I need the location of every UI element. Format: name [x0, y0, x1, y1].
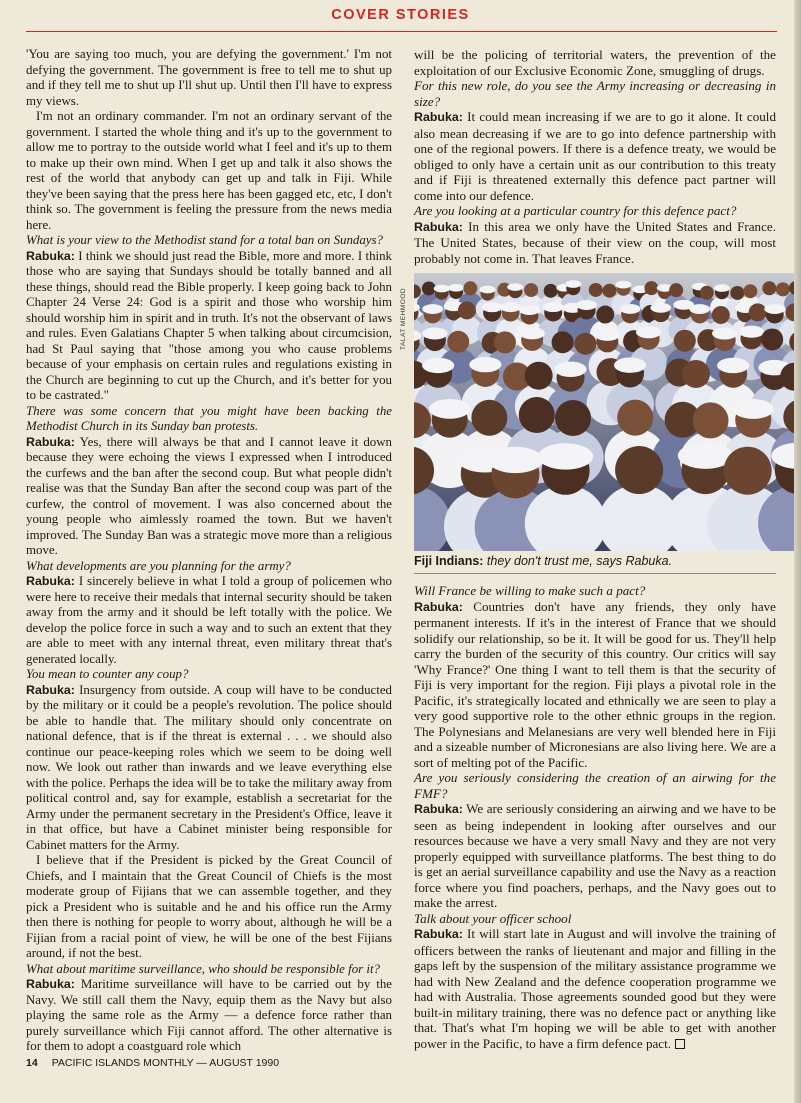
crowd-person-cap — [739, 326, 764, 338]
crowd-person-cap — [422, 358, 454, 373]
crowd-person-cap — [434, 285, 450, 293]
right-column-bottom — [414, 583, 776, 1051]
interview-answer — [414, 109, 776, 203]
answer-text: In this area we only have the United States and France. The United States, because of their view on the coup, will most probably not come in. That leaves France. — [414, 218, 776, 266]
publication-line: PACIFIC ISLANDS MONTHLY — AUGUST 1990 — [51, 1057, 280, 1069]
crowd-person-head — [603, 284, 617, 298]
photo-caption — [414, 554, 776, 574]
crowd-person-head — [519, 397, 555, 433]
crowd-person-cap — [615, 281, 631, 289]
crowd-person-head — [674, 330, 696, 352]
speaker-label: Rabuka: — [26, 434, 75, 449]
crowd-person-head — [447, 331, 469, 353]
crowd-person-head — [730, 286, 744, 300]
crowd-person-head — [458, 301, 476, 319]
interview-question: What about maritime surveillance, who should be responsible for it? — [26, 961, 380, 976]
interview-answer — [26, 977, 392, 1055]
interview-answer — [26, 249, 392, 404]
interview-answer — [414, 926, 776, 1051]
crowd-person-cap — [482, 302, 503, 312]
crowd-photo — [414, 273, 799, 551]
body-paragraph: 'You are saying too much, you are defying the government.' I'm not defying the government. The government is free to tell me to shut up and if they tell me to shut up I'll shut up. Until then I'll have to express my views. — [26, 47, 392, 108]
interview-question: There was some concern that you might have been backing the Methodist Church in its Sunday ban protests. — [26, 403, 392, 433]
crowd-person-cap — [636, 326, 661, 338]
caption-text: they don't trust me, says Rabuka. — [483, 554, 673, 568]
crowd-person-cap — [595, 329, 620, 341]
crowd-person-cap — [469, 357, 501, 372]
crowd-person-cap — [429, 399, 470, 419]
end-of-article-icon — [675, 1039, 685, 1049]
crowd-person-head — [494, 331, 516, 353]
answer-text: Maritime surveillance will have to be carried out by the Navy. We still call them the Navy, equip them as the Navy but also playing the same role as the Army — a defence force rather than purely surveillance which Fiji cannot afford. The other alternative is for them to adopt a coastguard role which — [26, 977, 392, 1053]
crowd-photo-image — [414, 273, 799, 551]
crowd-person-cap — [614, 357, 646, 372]
section-header — [0, 0, 801, 30]
speaker-label: Rabuka: — [414, 599, 463, 614]
interview-question: For this new role, do you see the Army increasing or decreasing in size? — [414, 78, 776, 109]
answer-text: We are seriously considering an airwing and we have to be seen as being independent in looking after ourselves and our resources because we have a very small Navy and they are not very properly equipped with surveillance platforms. The best thing to do is get an aerial surveillance capability and use the Navy as a reaction force where you find poachers, perhaps, and the Navy goes out to make the arrest. — [414, 801, 776, 910]
crowd-person-head — [463, 281, 477, 295]
crowd-person-head — [525, 362, 553, 390]
body-paragraph: will be the policing of territorial waters, the prevention of the exploitation of our Exclusive Economic Zone, smuggling of drugs. — [414, 47, 776, 78]
photo-credit: TALAT MEHMOOD — [400, 287, 407, 350]
answer-text: Insurgency from outside. A coup will have to be conducted by the military or it could be a people's revolution. The police should be able to handle that. The military should only concentrate on national defence, that is if the threat is external . . . we should also continue our peace-keeping roles which we seem to be doing well now. We look out rather than inwards and we leave everything else with the police. Perhaps the idea will be to take the military away from political control and, say for example, establish a secretariat for the Army under the permanent secretary in the President's Office, leave it in that office, but have a Cabinet minister being responsible for Cabinet matters for the Army. — [26, 682, 392, 852]
speaker-label: Rabuka: — [414, 927, 463, 941]
answer-text: Countries don't have any friends, they only have permanent interests. If it's in the interest of France that we should solidify our relationship, so be it. It will be good for us. They'll help carry the burden of the security of this country. Our critics will say 'Why France?' One thing I want to tell them is that the security of Fiji is very important for the region. Fiji plays a pivotal role in the Pacific, it's strategically located and ethnically we are seen to play a very good supportive role to the other ethnic groups in the region. The Polynesians and Melanesians are very well blended here in Fiji and a sizeable number of Micronesians are also living here. We are a sort of melting pot of the Pacific. — [414, 598, 776, 770]
speaker-label: Rabuka: — [414, 219, 463, 234]
crowd-person-head — [596, 306, 614, 324]
interview-question: Talk about your officer school — [414, 910, 572, 926]
body-paragraph: I'm not an ordinary commander. I'm not an ordinary servant of the government. I started the whole thing and it's up to the government to allow me to portray to the outside world what I feel and it's up to them to make up their own mind. When I get up and talk it also shows the rest of the world that anybody can get up and talk in Fiji. While they've been saying that the press here has been gagged etc, etc, I don't think so. The government is feeling the pressure from the news media here. — [26, 109, 392, 232]
interview-answer — [414, 599, 776, 771]
crowd-person-head — [555, 400, 591, 436]
crowd-person-head — [749, 303, 767, 321]
crowd-person-cap — [620, 304, 641, 314]
crowd-person-head — [669, 283, 683, 297]
body-paragraph: I believe that if the President is picked by the Great Council of Chiefs, and I maintain that the Great Council of Chiefs is the most moderate group of Fijians that we can assemble together, and they pick a President who is suitable and he and his office run the Army then there is nothing for people to worry about, although he will be a Fijian from a racial point of view, he will be one of the best Fijians around, if not the best. — [26, 853, 392, 960]
crowd-person-cap — [519, 305, 540, 315]
crowd-person-head — [524, 283, 538, 297]
page-edge — [794, 0, 801, 1103]
interview-answer — [414, 801, 776, 911]
crowd-person-head — [776, 282, 790, 296]
left-column — [26, 47, 392, 1055]
crowd-person-cap — [576, 300, 597, 310]
crowd-person-cap — [507, 283, 523, 291]
answer-text: Yes, there will always be that and I cannot leave it down because they were echoing the views I expressed when I introduced the curfews and the ban after the second coup. But what people didn't realise was that the Sunday Ban after the second coup was part of the curfew, the control of movement. I was also concerned about the young people who aimlessly roamed the town. But we haven't improved. The Sunday Ban was a strategic move more than a religious move. — [26, 434, 392, 557]
crowd-person-head — [615, 446, 663, 494]
speaker-label: Rabuka: — [26, 682, 75, 697]
crowd-person-head — [693, 402, 729, 438]
interview-answer — [26, 574, 392, 667]
crowd-person-cap — [422, 327, 447, 339]
interview-answer — [26, 435, 392, 559]
crowd-person-cap — [712, 327, 737, 339]
interview-question: You mean to counter any coup? — [26, 667, 189, 681]
crowd-person-cap — [422, 304, 443, 314]
caption-lead: Fiji Indians: — [414, 554, 484, 568]
interview-answer — [26, 683, 392, 854]
crowd-person-cap — [733, 399, 774, 419]
crowd-person-cap — [488, 447, 543, 473]
crowd-person-head — [700, 286, 714, 300]
crowd-person-cap — [520, 327, 545, 339]
interview-question: Will France be willing to make such a pact? — [414, 583, 646, 598]
header-rule — [26, 31, 777, 32]
crowd-person-cap — [479, 286, 495, 294]
crowd-person-cap — [554, 362, 586, 377]
crowd-person-head — [743, 284, 757, 298]
speaker-label: Rabuka: — [414, 110, 463, 124]
page-number: 14 — [26, 1057, 38, 1069]
crowd-person-cap — [565, 280, 581, 288]
answer-text: I think we should just read the Bible, more and more. I think those who are saying that Sundays should be totally banned and all these things, should read the Bible properly. I keep going back to John Chapter 24 Verse 24: God is a spirit and those who worship him should worship him in spirit and in truth. It's not the observant of laws and rules. Even Galatians Chapter 5 when talking about circumcision, had St Paul saying that "those among you who cause problems because of your emphasis on certain rules and regulations existing in the Church are beginning to cut up the Church, and it's better for you to be castrated." — [26, 248, 392, 402]
crowd-person-head — [761, 328, 783, 350]
crowd-person-cap — [538, 443, 593, 469]
crowd-person-cap — [689, 304, 710, 314]
crowd-person-head — [762, 281, 776, 295]
crowd-person-cap — [448, 284, 464, 292]
answer-text: I sincerely believe in what I told a group of policemen who were here to receive their medals that internal security should be taken away from the army and it should be left totally with the police. We develop the police force in such a way and to such an extent that they are able to meet with any internal threat, even military threat that's generated locally. — [26, 574, 392, 666]
speaker-label: Rabuka: — [26, 574, 75, 588]
interview-question: Are you seriously considering the creation of an airwing for the FMF? — [414, 770, 776, 801]
crowd-person-head — [544, 284, 558, 298]
page-footer — [26, 1057, 279, 1069]
interview-question: What is your view to the Methodist stand for a total ban on Sundays? — [26, 233, 383, 247]
crowd-person-cap — [764, 304, 785, 314]
crowd-person-cap — [500, 302, 521, 312]
speaker-label: Rabuka: — [414, 802, 463, 816]
crowd-person-head — [552, 331, 574, 353]
answer-text: It could mean increasing if we are to go it alone. It could also mean decreasing if we are to go into defence partnership with one of the regional powers. If there is a defence treaty, we would be obliged to only have a certain unit as our contribution to this treaty and if Fiji is threatened externally this defence pact partner will come into our defence. — [414, 109, 776, 203]
crowd-person-head — [617, 400, 653, 436]
crowd-person-head — [644, 281, 658, 295]
crowd-person-head — [682, 360, 710, 388]
section-title: COVER STORIES — [331, 7, 470, 23]
answer-text: It will start late in August and will involve the training of officers between the ranks of lieutenant and major and filling in the gaps left by the suspension of the military assistance programme we had with New Zealand and the defence cooperation programme we had with Australia. Those agreements sounded good but they were built-in military training, there was no defence pact or anything like that. That's what I'm hoping we will be able to get with another power in the Pacific, to have a firm defence pact. — [414, 926, 776, 1051]
interview-question: What developments are you planning for the army? — [26, 558, 291, 573]
crowd-person-cap — [717, 358, 749, 373]
crowd-person-head — [471, 400, 507, 436]
crowd-person-head — [724, 447, 772, 495]
crowd-person-cap — [714, 284, 730, 292]
interview-answer — [414, 219, 776, 267]
speaker-label: Rabuka: — [26, 248, 75, 263]
crowd-person-cap — [543, 302, 564, 312]
crowd-person-head — [574, 333, 596, 355]
crowd-person-cap — [650, 303, 671, 313]
crowd-person-head — [712, 306, 730, 324]
right-column-top — [414, 47, 776, 266]
interview-question: Are you looking at a particular country for this defence pact? — [414, 203, 737, 218]
speaker-label: Rabuka: — [26, 977, 75, 991]
crowd-person-head — [589, 283, 603, 297]
